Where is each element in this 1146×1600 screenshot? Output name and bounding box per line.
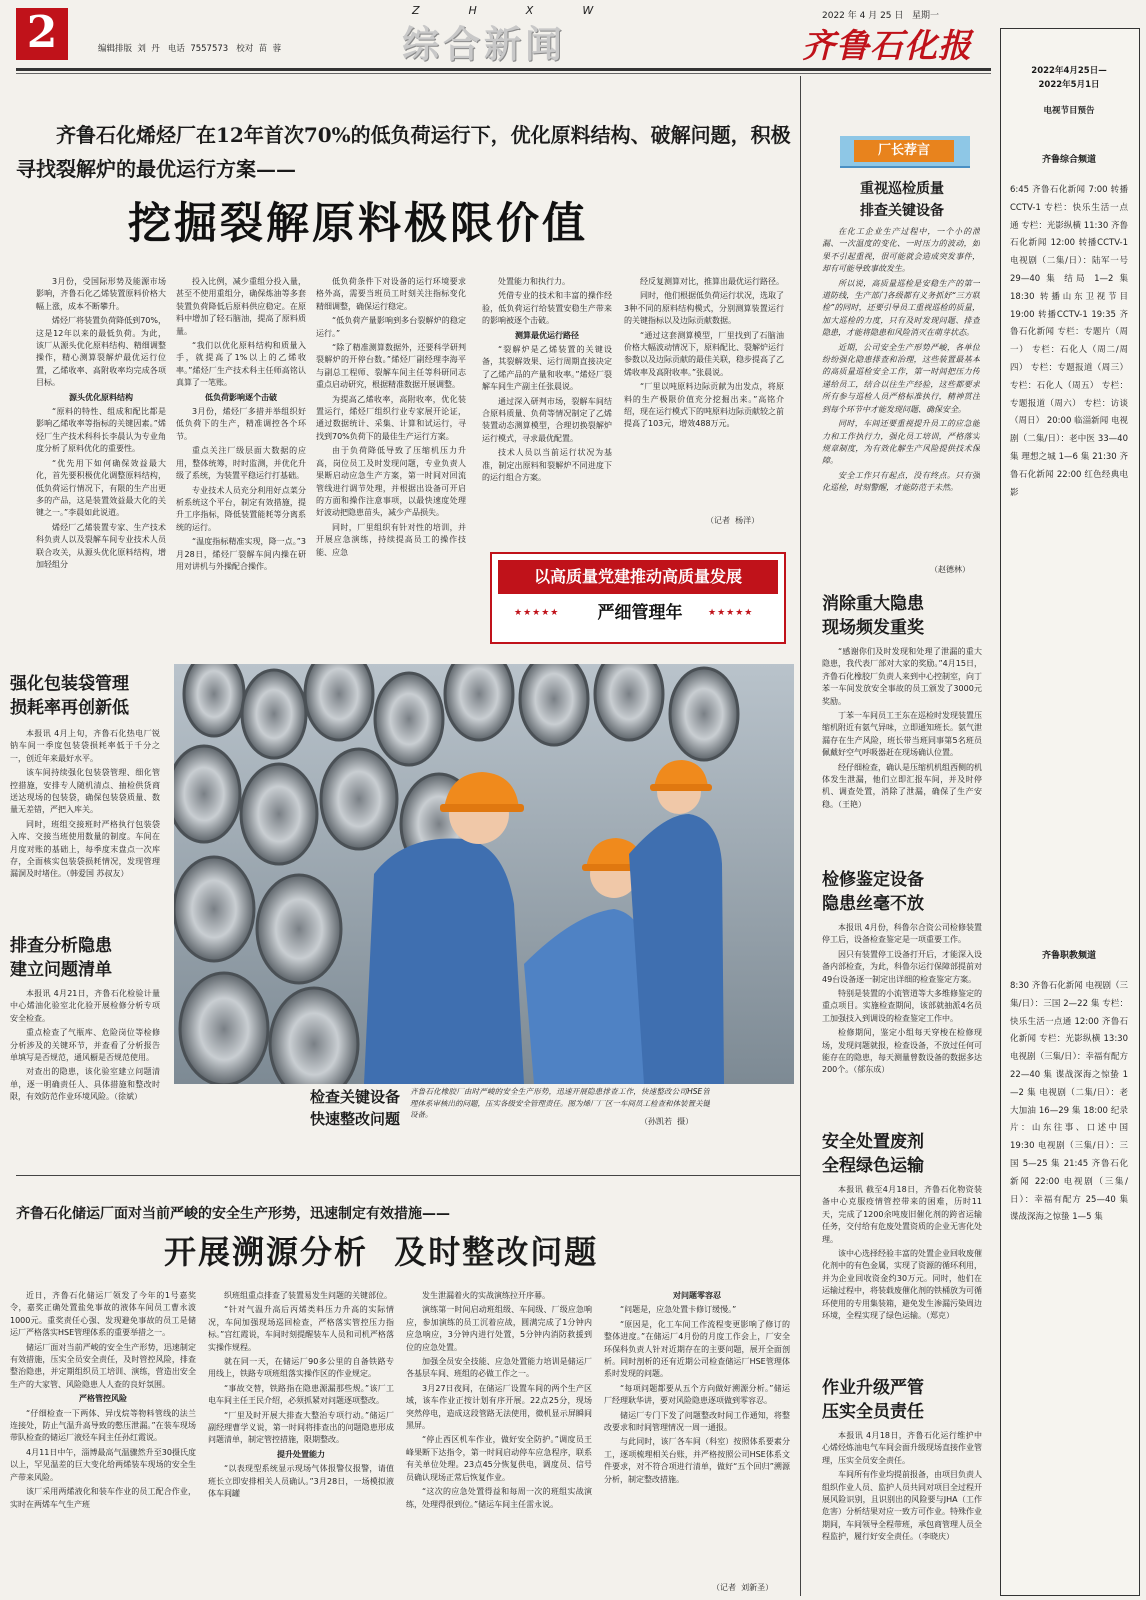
section-pinyin: Z H X W (412, 4, 608, 17)
photo-caption-title: 检查关键设备 快速整改问题 (309, 1088, 400, 1128)
right-news-item (822, 1376, 982, 1596)
paragraph: 同时，车间还要重视提升员工的应急能力和工作执行力，强化员工培训，严格落实规章制度，为有效化解生产风险提供技术保障。 (822, 419, 980, 466)
paragraph: “这次的应急处置得益和每周一次的班组实战演练，处理得很到位。”储运车间主任雷永说。 (406, 1487, 592, 1509)
lead-column-2 (176, 276, 306, 652)
party-slogan-box (490, 552, 786, 644)
bottom-column-3 (406, 1290, 592, 1596)
photo-credit: （孙凯若 摄） (640, 1117, 694, 1126)
item-body (10, 988, 160, 1132)
paper-logo: 齐鲁石化报 (802, 26, 972, 65)
paragraph: 检修期间，鉴定小组每天穿梭在检修现场，发现问题就报，检查设备，不放过任何可能存在的隐患，每天测量曾数设备的数据多达200个。（郁东成） (822, 1028, 982, 1075)
paragraph: 本报讯 4月18日，齐鲁石化运行维护中心烯烃炼油电气车间会面升级现场直接作业管理，压实全员安全责任。 (822, 1431, 982, 1465)
paragraph: 低负荷条件下对设备的运行环境要求格外高，需要当班员工时刻关注指标变化精细调整，确保运行稳定。 (316, 277, 466, 311)
paragraph: 本报讯 截至4月18日，齐鲁石化物资装备中心克服疫情管控带来的困难，历时11天，完成了1200余吨废旧催化剂的跨省运输任务，交付给有危废处置资质的企业无害化处理。 (822, 1185, 982, 1244)
commentary-title: 重视巡检质量 排查关键设备 (860, 181, 944, 219)
page-number: 2 (26, 7, 58, 58)
left-news-item (10, 672, 160, 932)
paragraph: 重点检查了气瓶库、危险岗位等检修分析涉及的关键环节，并查看了分析报告单填写是否规范，通风橱是否规范使用。 (10, 1028, 160, 1063)
paragraph: 专业技术人员充分利用好点菜分析系统这个平台，制定有效措施，提升工序指标，降低装置能耗等分离系统的运行。 (176, 485, 306, 532)
paragraph: 织班组重点排查了装置易发生问题的关键部位。 (224, 1291, 392, 1300)
item-title: 作业升级严管 压实全员责任 (822, 1378, 924, 1422)
right-news-item (822, 1130, 982, 1370)
subheading: 低负荷影响逐个击破 (205, 392, 277, 402)
paragraph: 重点关注厂级层面大数据的应用，整体统筹，时时监测，并优化升级了系统，为装置平稳运行打基础。 (176, 446, 306, 481)
commentary-body (822, 226, 980, 556)
paragraph: “针对气温升高后丙烯类料压力升高的实际情况，车间加强现场巡回检查，严格落实管控压力指标。”宫红霞说，车间时刻提醒装车人员和司机严格落实操作规程。 (208, 1305, 394, 1352)
paragraph: 丁苯一车间员工王东在巡检时发现装置压缩机附近有氨气异味，立即通知班长。氨气泄漏存在生产风险，班长带当班同事第5名班员佩戴好空气呼吸器赶在现场确认位置。 (822, 711, 982, 758)
paragraph: “厂里及时开展大排查大整治专项行动。”储运厂副经理曹学义说，第一时间将排查出的问题隐患形成问题清单，制定管控措施，限期整改。 (208, 1410, 394, 1445)
item-body (822, 1430, 982, 1596)
lead-column-1 (36, 276, 166, 652)
paragraph: 近期，公司安全生产形势严峻，各单位纷纷强化隐患排查和治理，这些装置最基本的高质量巡检安全工作，第一时间把压力传递给员工，结合以往生产经验，这些都要求所有参与巡检人员严格标准执行，精神贯注到每个环节中才能发现问题、确保安全。 (822, 342, 980, 414)
bottom-column-1 (10, 1290, 196, 1596)
tv-date-range: 2022年4月25日— 2022年5月1日 (1031, 66, 1107, 90)
paragraph: 演练第一时间启动班组级、车间级、厂级应急响应，参加演练的员工沉着应战，圆满完成了1分钟内应急响应，3分钟内进行处置，5分钟内消防救援到位的应急处置。 (406, 1305, 592, 1352)
tv-schedule-1: 6:45 齐鲁石化新闻 7:00 转播CCTV-1 专栏：快乐生活一点通 专栏：光影纵横 11:30 齐鲁石化新闻 12:00 转播CCTV-1 电视剧（二集/日）：陆军一号 29—40 集 结局 1—2 集 18:30 转播山东卫视节目 19:00 转播CCTV-1 19:35 齐鲁石化新闻 专栏：专题片（周一） 专栏：石化人（周二/周四） 专栏：专题报道（周三） 专栏：石化人（周五） 专栏：专题报道（周六） 专栏：访谈（周日） 20:00 临淄新闻 电视剧（二集/日）：老中医 33—40 集 理想之城 1—6 集 21:30 齐鲁石化新闻 22:00 红色经典电影 (1010, 185, 1128, 498)
paragraph: 凭借专业的技术和丰富的操作经验，低负荷运行给装置安稳生产带来的影响被逐个击破。 (482, 291, 612, 326)
right-news-item (822, 868, 982, 1118)
date-line: 2022 年 4 月 25 日 星期一 (822, 11, 939, 21)
paragraph: 烯烃厂将装置负荷降低到70%，这是12年以来的最低负荷。为此，该厂从源头优化原料结构、精细调整操作，精心测算裂解炉最优运行位置，乙烯收率、高附收率均完成各项目标。 (36, 316, 166, 388)
paragraph: “除了精准测算数据外，还要科学研判裂解炉的开停台数。”烯烃厂副经理李海平与副总工程师、裂解车间主任等科研同志重点启动研究，根据精准数据开展调整。 (316, 343, 466, 390)
subheading: 提升处置能力 (277, 1449, 325, 1459)
paragraph: 发生泄漏着火的实战演练拉开序幕。 (422, 1291, 550, 1300)
paragraph: “低负荷产量影响到多台裂解炉的稳定运行。” (316, 316, 466, 338)
paragraph: 在化工企业生产过程中，一个小的泄漏、一次温度的变化、一时压力的波动，如果不引起重视，很可能就会造成突发事件，却有可能导致事故发生。 (822, 227, 980, 274)
paragraph: “裂解炉是乙烯装置的关键设备，其裂解效果、运行周期直接决定了乙烯产品的产量和收率。”烯烃厂裂解车间生产副主任张晨说。 (482, 345, 612, 392)
item-body (822, 922, 982, 1118)
item-title: 安全处置废剂 全程绿色运输 (822, 1132, 924, 1176)
bottom-headline: 开展溯源分析 及时整改问题 (164, 1233, 599, 1271)
lead-kicker: 齐鲁石化烯烃厂在12年首次70%的低负荷运行下，优化原料结构、破解问题，积极寻找裂解炉的最优运行方案—— (16, 123, 791, 181)
party-slogan-stars-right: ★★★★★ (708, 608, 754, 618)
paragraph: 通过深入研判市场，裂解车间结合原料质量、负荷等情况制定了乙烯装置动态测算模型，合理切换裂解炉运行模式，寻求最优配置。 (482, 396, 612, 443)
tv-schedule-2: 8:30 齐鲁石化新闻 电视剧（三集/日）：三国 2—22 集 专栏：快乐生活一点通 12:00 齐鲁石化新闻 专栏：光影纵横 13:30 电视剧（三集/日）：幸福有配方 22—40 集 谍战深海之惊蛰 1—2 集 电视剧（二集/日）：老大加油 16—29 集 18:00 纪录片：山东往事、口述中国 19:30 电视剧（三集/日）：三国 5—25 集 21:45 齐鲁石化新闻 22:00 电视剧（三集/日）：幸福有配方 25—40 集 谍战深海之惊蛰 1—5 集 (1010, 981, 1128, 1223)
paragraph: 4月11日中午，淄博最高气温骤然升至30摄氏度以上，罕见温差的巨大变化给两烯装车现场的安全生产带来风险。 (10, 1447, 196, 1482)
item-title: 排查分析隐患 建立问题清单 (10, 936, 112, 980)
paragraph: 储运厂面对当前严峻的安全生产形势，迅速制定有效措施，压实全员安全责任，及时管控风险，排查整治隐患，并定期组织员工培训、演练，营造出安全生产的大家管、风险隐患人人查的良好氛围。 (10, 1342, 196, 1389)
paragraph: 经仔细检查，确认是压缩机机组西侧的机体发生泄漏，他们立即汇报车间，并及时停机、调查处置，消除了泄漏，确保了生产安稳。（王艳） (822, 762, 982, 809)
paragraph: 技术人员以当前运行状况为基准，制定出原料和裂解炉不同进度下的运行组合方案。 (482, 448, 612, 483)
paragraph: 近日，齐鲁石化储运厂领发了今年的1号嘉奖令，嘉奖正确处置盐免事故的液体车间员工曹永波1000元。重奖责任心强、发现避免事故的员工是储运厂严格落实HSE管理体系的重要举措之一。 (10, 1291, 196, 1338)
paragraph: 烯烃厂乙烯装置专家、生产技术科负责人以及裂解车间专业技术人员联合攻关，从源头优化原料结构，增加轻组分 (36, 522, 166, 569)
paragraph: “温度指标精准实现，降一点。”3月28日，烯烃厂裂解车间内操在研用对讲机与外操配合操作。 (176, 537, 306, 571)
lead-column-4 (482, 276, 612, 542)
item-body (822, 1184, 982, 1370)
bottom-kicker: 齐鲁石化储运厂面对当前严峻的安全生产形势，迅速制定有效措施—— (16, 1206, 450, 1222)
paragraph: 由于负荷降低导致了压缩机压力升高，岗位员工及时发现问题，专业负责人果断启动应急生产方案，第一时间对回流管线进行调节处理，并根据出设备可开启的方面和操作注意事项，以最快速度处理好波动把隐患苗头，减少产品损失。 (316, 446, 466, 518)
paragraph: “以表现型系统显示现场气体报警仪报警，请值班长立即安排相关人员确认。”3月28日，一场模拟液体车间罐 (208, 1464, 394, 1499)
party-slogan-line1: 以高质量党建推动高质量发展 (533, 567, 742, 586)
paragraph: 因只有装置停工设备打开后，才能深入设备内部检查，为此，科鲁尔运行保障部提前对49台设备逐一制定出详细的检查鉴定方案。 (822, 949, 982, 984)
paragraph: 储运厂专门下发了问题整改时间工作通知，将整改要求和时间管理情况一周一通报。 (604, 1410, 790, 1433)
paragraph: 同时，他们根据低负荷运行状况，选取了3种不同的原料结构模式，分别测算装置运行的关键指标以及边际贡献数据。 (624, 291, 784, 326)
lead-byline: （记者 杨洋） (706, 516, 760, 525)
section-title: 综合新闻 (402, 23, 566, 66)
editor-line: 编辑排版 刘 丹 电话 7557573 校对 苗 蓉 (98, 44, 282, 54)
masthead-rule-thin (16, 73, 991, 74)
section-divider (16, 1175, 800, 1176)
paragraph: 特别是装置的小流管道等大多维修鉴定的重点项目。实施检查期间，该部就抽派4名员工加强技入到调设的检查鉴定工作中。 (822, 989, 982, 1023)
left-news-item (10, 934, 160, 1134)
lead-headline: 挖掘裂解原料极限价值 (128, 199, 588, 249)
paragraph: “原料的特性、组成和配比都是影响乙烯收率等指标的关键因素。”烯烃厂生产技术科科长李晨认为专业角度分析了原料优化的重要性。 (36, 407, 166, 454)
subheading: 源头优化原料结构 (69, 392, 133, 402)
paragraph: 所以说，高质量巡检是安稳生产的第一道防线，生产部门各级都有义务抓好“三方联检”的同时，还要引导员工重视巡检的质量，加大巡检的力度，只有及时发现问题、排查隐患，才能将隐患和风险消灭在萌芽状态。 (822, 278, 980, 338)
bottom-byline: （记者 刘新圣） (712, 1583, 774, 1592)
paragraph: 同时，厂里组织有针对性的培训，并开展应急演练，持续提高员工的操作技能、应急 (316, 522, 466, 557)
paragraph: 车间所有作业均提前报备，由项目负责人组织作业人员、监护人员共同对项目全过程开展风险识别，且识别出的风险要与JHA（工作危害）分析结果对应一致方可作业。特殊作业期间，车间领导全程带班，承包商管理人员全程监护，履行好安全责任。（李晓庆） (822, 1470, 982, 1542)
item-title: 检修鉴定设备 隐患丝毫不放 (822, 870, 924, 914)
paragraph: “仔细检查一下两体、异戊烷等物料管线的法兰连接处，防止气温升高导致的憋压泄漏。”在装车现场带队检查的储运厂液烃车间主任孙红霞说。 (10, 1408, 196, 1443)
party-slogan-stars: ★★★★★ (514, 608, 560, 618)
item-body (822, 646, 982, 852)
paragraph: 为提高乙烯收率，高附收率，优化装置运行，烯烃厂组织行业专家展开论证，通过数据统计、采集、计算和试运行，寻找到70%负荷下的最佳生产运行方案。 (316, 394, 466, 441)
paragraph: 投入比例，减少重组分投入量，甚至不使用重组分，确保炼油等多套装置负荷降低后原料供应稳定。在原料中增加了轻石脑油，提高了原料质量。 (176, 277, 306, 336)
paragraph: 该中心选择经验丰富的处置企业回收废催化剂中的有色金属，实现了资源的循环利用，并为企业回收资金约30万元。同时，他们在运输过程中，将装载废催化剂的铁桶放为可循环使用的专用集装箱，避免发生渗漏污染周边环境，全程实现了绿色运输。（郑克） (822, 1249, 982, 1321)
bottom-column-4 (604, 1290, 790, 1580)
item-body (10, 728, 160, 926)
subheading: 严格管控风险 (79, 1394, 127, 1404)
paragraph: “每项问题都要从五个方向做好溯源分析。”储运厂经理耿华讲，要对风险隐患逐项做到零容忍。 (604, 1383, 790, 1406)
paragraph: “事故交替，铁路指在隐患源漏那些规。”该厂工电车间主任王民介绍，必须抓紧对问题逐项整改。 (208, 1383, 394, 1406)
paragraph: 3月27日夜间，在储运厂设置车间的两个生产区域，该车作业正按计划有序开展。22点25分，现场突然停电，造成这段管路无法使用，微机显示屏瞬间黑屏。 (406, 1383, 592, 1431)
paragraph: “厂里以吨原料边际贡献为出发点，将原料的生产极限价值充分挖掘出来。”高铭介绍，现在运行模式下的吨原料边际贡献较之前提高了103元，增效488万元。 (624, 382, 784, 429)
paragraph: 本报讯 4月21日，齐鲁石化检验计量中心烯油化验室北化验开展检修分析专项安全检查。 (10, 989, 160, 1023)
paragraph: 同时，班组交接班时严格执行包装袋入库、交接当班使用数量的制度。车间在月度对账的基础上，每季度末盘点一次库存，全面核实包装袋损耗情况，发现管理漏洞及时堵住。（韩爱国 苏叔友） (10, 819, 160, 879)
tv-channel-2: 齐鲁职教频道 (1041, 951, 1096, 961)
lead-column-5 (624, 276, 784, 508)
paragraph: “问题是，应急处置卡修订缓慢。” (620, 1305, 737, 1315)
paragraph: 经反复测算对比，推算出最优运行路径。 (640, 277, 784, 286)
column-divider (800, 76, 801, 1596)
bottom-column-2 (208, 1290, 394, 1596)
item-title: 强化包装袋管理 损耗率再创新低 (10, 674, 129, 718)
right-news-item (822, 592, 982, 854)
item-title: 消除重大隐患 现场频发重奖 (822, 594, 924, 638)
paragraph: 就在同一天，在储运厂90多公里的自备铁路专用线上，铁路专项班组落实操作区的作业规定。 (208, 1357, 394, 1379)
paragraph: “感谢你们及时发现和处理了泄漏的重大隐患，我代表厂部对大家的奖励。”4月15日，齐鲁石化橡胶厂负责人来到中心控制室，向丁苯一车间发放安全事故的员工颁发了3000元奖励。 (822, 647, 982, 706)
paragraph: 3月份，受国际形势及能源市场影响，齐鲁石化乙烯装置原料价格大幅上涨，成本不断攀升。 (36, 277, 166, 311)
paragraph: 处置能力和执行力。 (498, 277, 570, 286)
party-slogan-line2: 严细管理年 (597, 603, 683, 623)
paragraph: 3月份，烯烃厂多措并举组织好低负荷下的生产，精准调控各个环节。 (176, 407, 306, 441)
masthead-rule (16, 68, 991, 71)
lead-column-3 (316, 276, 466, 652)
paragraph: 该车间持续强化包装袋管理、细化管控措施，安排专人随机清点、抽检供货商送达现场的包装袋，确保包装袋质量、数量无差错，严把入库关。 (10, 768, 160, 815)
paragraph: “原因是，化工车间工作流程变更影响了修订的整体进度。”在储运厂4月份的月度工作会上，厂安全环保科负责人针对近期存在的主要问题，展开全面剖析。同时剖析的还有近期公司检查储运厂HSE管理体系时发现的问题。 (604, 1319, 790, 1379)
tv-title: 电视节目预告 (1043, 106, 1095, 116)
paragraph: 本报讯 4月上旬，齐鲁石化热电厂锐钠车间一季度包装袋损耗率低于千分之一，创近年来最好水平。 (10, 729, 160, 763)
paragraph: “我们以优化原料结构和质量入手，就提高了1%以上的乙烯收率。”烯烃厂生产技术科主任师高铭认真算了一笔账。 (176, 341, 306, 388)
paragraph: 加强全员安全技能、应急处置能力培训是储运厂各基层车间、班组的必做工作之一。 (406, 1357, 592, 1379)
paragraph: 本报讯 4月份，科鲁尔合资公司检修装置停工后，设备检查鉴定是一项重要工作。 (822, 923, 982, 945)
paragraph: 对查出的隐患，该化验室建立问题清单，逐一明确责任人、具体措施和整改时限，有效防范作业环境风险。（徐斌） (10, 1067, 160, 1102)
tv-channel-1: 齐鲁综合频道 (1041, 155, 1096, 165)
subheading: 对问题零容忍 (673, 1291, 721, 1300)
paragraph: 安全工作只有起点，没有终点。只有强化巡检，时刻警醒，才能防范于未然。 (822, 470, 980, 493)
paragraph: “优先用下如何确保效益最大化，首先要积极优化调整原料结构，低负荷运行情况下，有限的生产出更多的产品，这是装置效益最大化的关键之一。”李晨如此说道。 (36, 458, 166, 518)
column-label: 厂长荐言 (854, 140, 954, 162)
workers-inspecting-equipment-image (174, 664, 794, 1084)
paragraph: 该厂采用两烯液化和装车作业的员工配合作业，实时在两烯车气生产班 (10, 1487, 196, 1509)
paragraph: “停止西区机车作业，做好安全防护。”调度员王峰果断下达指令，第一时间启动停车应急程序，联系有关单位处理。23点45分恢复供电，调度员、信号员确认现场正常后恢复作业。 (406, 1435, 592, 1482)
photo-caption-text: 齐鲁石化橡胶厂由时严峻的安全生产形势，迅速开展隐患排查工作，快速整改公司HSE管理体系审核出的问题，压实各级安全管理责任。图为烯厂厂区一车间员工检查和体装置关键设备。 (410, 1087, 710, 1119)
news-photo (174, 664, 794, 1084)
commentary-byline: （赵德林） (930, 565, 970, 574)
paragraph: 与此同时，该厂各车间（科室）按照体系要素分工，逐项梳理相关台账，并严格按照公司HSE体系文件要求，对不符合项进行清单，做好“五个回归”溯源分析，制定整改措施。 (604, 1437, 790, 1484)
paragraph: “通过这套测算模型，厂里找到了石脑油价格大幅波动情况下，原料配比、裂解炉运行参数以及边际贡献的最佳关联，稳步提高了乙烯收率及高附收率。”张晨说。 (624, 330, 784, 377)
subheading: 测算最优运行路径 (515, 330, 579, 340)
